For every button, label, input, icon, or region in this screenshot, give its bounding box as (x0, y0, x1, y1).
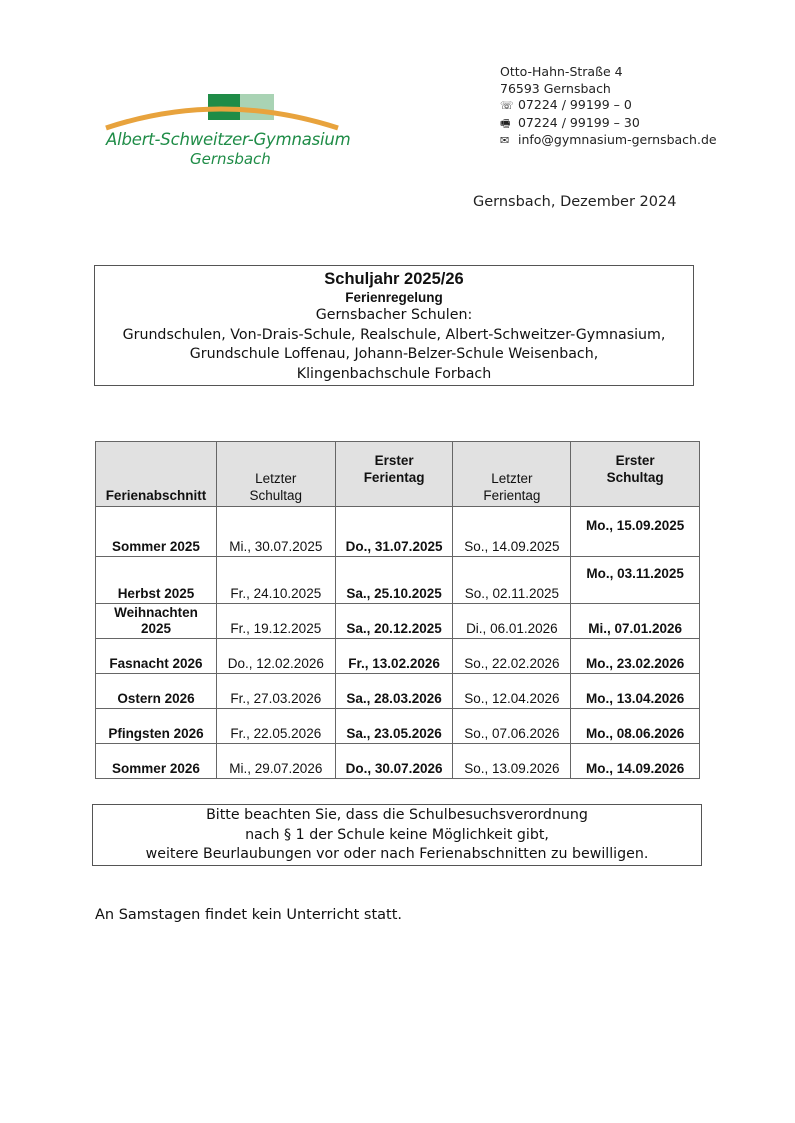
cell-letzter-ferientag: Di., 06.01.2026 (453, 604, 571, 639)
table-row (96, 674, 700, 709)
school-logo (100, 88, 375, 170)
address-fax-row (500, 115, 717, 133)
row-name: Pfingsten 2026 (96, 709, 217, 744)
note-line-1: Bitte beachten Sie, dass die Schulbesuchsverordnung (206, 807, 588, 823)
table-row (96, 604, 700, 639)
table-row (96, 709, 700, 744)
cell-letzter-ferientag: So., 22.02.2026 (453, 639, 571, 674)
table-row (96, 744, 700, 779)
cell-erster-schultag: Mo., 03.11.2025 (571, 557, 700, 604)
logo-lightgreen-block (240, 94, 274, 120)
title-line-3: Grundschule Loffenau, Johann-Belzer-Schule Weisenbach, (189, 346, 599, 362)
cell-letzter-schultag: Mi., 30.07.2025 (216, 507, 335, 557)
phone-icon: ☏ (500, 99, 514, 113)
note-box (92, 804, 702, 866)
title-box (94, 265, 694, 386)
table-row (96, 557, 700, 604)
cell-erster-schultag: Mo., 08.06.2026 (571, 709, 700, 744)
row-name: Ostern 2026 (96, 674, 217, 709)
header-erster-ferientag: Erster Ferientag (335, 442, 453, 507)
cell-letzter-schultag: Fr., 24.10.2025 (216, 557, 335, 604)
cell-letzter-schultag: Mi., 29.07.2026 (216, 744, 335, 779)
title-line-4: Klingenbachschule Forbach (296, 365, 492, 382)
address-fax: 07224 / 99199 – 30 (517, 114, 640, 130)
cell-erster-schultag: Mo., 15.09.2025 (571, 507, 700, 557)
school-city: Gernsbach (190, 150, 271, 168)
table-header-row (96, 442, 700, 507)
address-email-row (500, 132, 717, 150)
row-name: Fasnacht 2026 (96, 639, 217, 674)
school-name: Albert-Schweitzer-Gymnasium (106, 130, 351, 149)
cell-letzter-schultag: Do., 12.02.2026 (216, 639, 335, 674)
row-name: Sommer 2025 (96, 507, 217, 557)
cell-erster-ferientag: Do., 30.07.2026 (335, 744, 453, 779)
cell-letzter-ferientag: So., 12.04.2026 (453, 674, 571, 709)
footer-note: An Samstagen findet kein Unterricht statt. (95, 907, 403, 923)
cell-letzter-schultag: Fr., 27.03.2026 (216, 674, 335, 709)
address-phone-row (500, 97, 717, 115)
header-letzter-ferientag: Letzter Ferientag (453, 442, 571, 507)
cell-erster-ferientag: Fr., 13.02.2026 (335, 639, 453, 674)
address-street: Otto-Hahn-Straße 4 (500, 64, 623, 79)
header-letzter-schultag: Letzter Schultag (216, 442, 335, 507)
cell-erster-ferientag: Sa., 23.05.2026 (335, 709, 453, 744)
cell-letzter-ferientag: So., 14.09.2025 (453, 507, 571, 557)
cell-erster-ferientag: Sa., 20.12.2025 (335, 604, 453, 639)
title-line-2: Grundschulen, Von-Drais-Schule, Realschule, Albert-Schweitzer-Gymnasium, (122, 326, 666, 343)
title-line-1: Gernsbacher Schulen: (315, 307, 473, 323)
cell-letzter-ferientag: So., 13.09.2026 (453, 744, 571, 779)
cell-erster-ferientag: Sa., 25.10.2025 (335, 557, 453, 604)
fax-icon: 🖷 (500, 116, 511, 130)
document-title: Schuljahr 2025/26 (324, 270, 464, 288)
cell-erster-schultag: Mo., 14.09.2026 (571, 744, 700, 779)
dateline: Gernsbach, Dezember 2024 (473, 194, 677, 210)
cell-erster-schultag: Mi., 07.01.2026 (571, 604, 700, 639)
holiday-table (95, 441, 700, 779)
address-block (500, 64, 717, 150)
address-zip-city: 76593 Gernsbach (500, 80, 611, 96)
cell-letzter-ferientag: So., 07.06.2026 (453, 709, 571, 744)
document-subtitle: Ferienregelung (345, 290, 443, 305)
header-erster-schultag: Erster Schultag (571, 442, 700, 507)
cell-erster-ferientag: Sa., 28.03.2026 (335, 674, 453, 709)
address-email[interactable]: info@gymnasium-gernsbach.de (517, 132, 717, 148)
row-name: Weihnachten 2025 (96, 604, 217, 639)
note-line-2: nach § 1 der Schule keine Möglichkeit gibt, (245, 826, 549, 843)
cell-letzter-ferientag: So., 02.11.2025 (453, 557, 571, 604)
table-row (96, 639, 700, 674)
email-icon: ✉ (500, 134, 510, 148)
cell-erster-schultag: Mo., 13.04.2026 (571, 674, 700, 709)
cell-letzter-schultag: Fr., 19.12.2025 (216, 604, 335, 639)
cell-erster-ferientag: Do., 31.07.2025 (335, 507, 453, 557)
address-phone: 07224 / 99199 – 0 (517, 97, 632, 113)
note-line-3: weitere Beurlaubungen vor oder nach Ferienabschnitten zu bewilligen. (145, 846, 649, 863)
row-name: Herbst 2025 (96, 557, 217, 604)
table-row (96, 507, 700, 557)
row-name: Sommer 2026 (96, 744, 217, 779)
header-ferienabschnitt: Ferienabschnitt (96, 442, 217, 507)
cell-erster-schultag: Mo., 23.02.2026 (571, 639, 700, 674)
cell-letzter-schultag: Fr., 22.05.2026 (216, 709, 335, 744)
